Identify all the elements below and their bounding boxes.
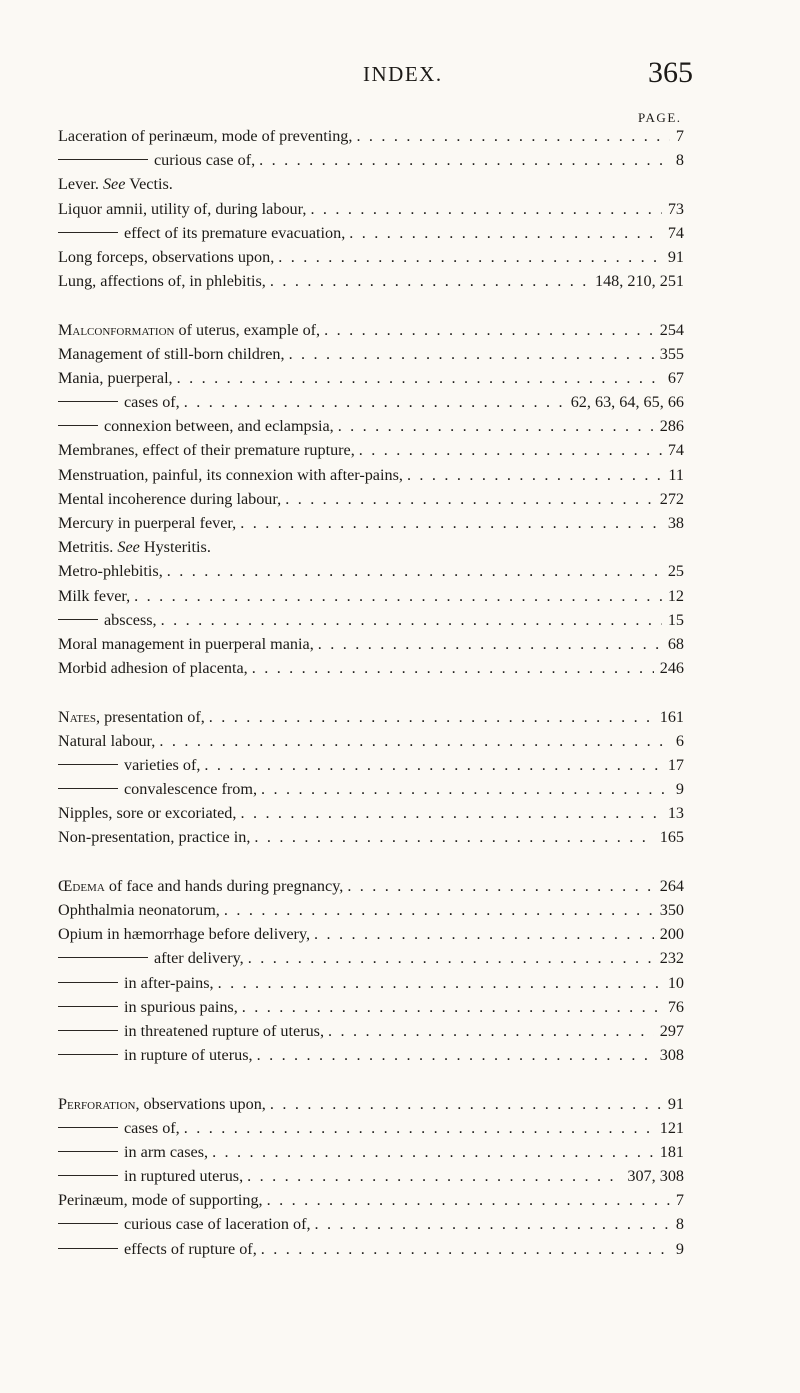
entry-term [124,221,345,245]
ditto-rule [58,1248,118,1249]
page-references: 355 [659,344,684,363]
entry-term [124,1116,180,1140]
section-gap [58,293,684,317]
page-references: 74 [667,441,684,460]
index-entry [58,1092,684,1116]
entry-text: Mental incoherence during labour, [58,489,282,508]
entry-term [58,197,306,221]
index-entry [58,825,684,849]
entry-heading-smallcaps: Nates [58,707,96,726]
entry-term [104,414,334,438]
index-entry [58,1188,684,1212]
entry-term [124,753,200,777]
page-references: 11 [668,465,684,484]
entry-text: Morbid adhesion of placenta, [58,659,248,678]
index-entry [58,414,684,438]
entry-text: Lung, affections of, in phlebitis, [58,272,266,291]
dot-leader [261,777,670,801]
page-references: 181 [659,1142,684,1161]
dot-leader [240,801,661,825]
page-references: 67 [667,368,684,387]
dot-leader [247,1164,621,1188]
entry-term [154,148,255,172]
index-entry [58,318,684,342]
dot-leader [347,874,653,898]
page-references: 91 [667,1094,684,1113]
page-references: 272 [659,489,684,508]
dot-leader [134,584,662,608]
dot-leader [267,1188,670,1212]
index-entry [58,269,684,293]
page-references: 12 [667,586,684,605]
index-entry [58,801,684,825]
entry-text: Ophthalmia neonatorum, [58,901,220,919]
page-number: 365 [648,56,693,89]
entry-term [124,777,257,801]
entry-text: Mania, puerperal, [58,368,173,387]
index-entry [58,559,684,583]
page-references: 62, 63, 64, 65, 66 [570,393,684,412]
entry-term [124,971,214,995]
entry-text: convalescence from, [124,780,258,799]
entry-term [154,946,244,970]
page-references: 308 [659,1046,684,1065]
page-references: 10 [667,973,684,992]
entry-text: in rupture of uterus, [124,1046,253,1065]
entry-text: in spurious pains, [124,997,238,1016]
entry-term [58,438,355,462]
entry-text: Lever. [58,175,99,194]
entry-text: of uterus, example of, [174,320,321,339]
dot-leader [285,487,654,511]
page-references: 200 [659,925,684,944]
entry-text: connexion between, and eclampsia, [104,417,334,436]
index-entry [58,656,684,680]
dot-leader [224,898,654,922]
dot-leader [184,390,565,414]
index-entry [58,342,684,366]
ditto-rule [58,1223,118,1224]
page-references: 73 [667,199,684,218]
entry-text: Membranes, effect of their premature rupture, [58,441,355,460]
page-references: 15 [667,610,684,629]
index-entry [58,487,684,511]
page-references: 74 [667,223,684,242]
page-references: 232 [659,949,684,968]
index-entry [58,366,684,390]
index-entry [58,535,684,559]
dot-leader [315,1212,670,1236]
index-entry [58,632,684,656]
entry-term [58,825,250,849]
dot-leader [324,318,654,342]
dot-leader [349,221,662,245]
page-references: 148, 210, 251 [594,272,684,291]
ditto-rule [58,1030,118,1031]
index-entry [58,1140,684,1164]
page-references: 350 [659,901,684,919]
entry-text: in after-pains, [124,973,214,992]
entry-text: Nipples, sore or excoriated, [58,804,237,823]
entry-text: Non-presentation, practice in, [58,828,251,847]
page-references: 286 [659,417,684,436]
dot-leader [161,608,662,632]
ditto-rule [58,1175,118,1176]
page-references: 9 [675,1239,684,1258]
ditto-rule [58,1006,118,1007]
entry-text: Perinæum, mode of supporting, [58,1191,263,1210]
dot-leader [184,1116,654,1140]
entry-term [104,608,157,632]
page-references: 161 [659,707,684,726]
entry-term [58,342,285,366]
entry-term [58,632,314,656]
page-references: 307, 308 [627,1167,684,1186]
page-references: 76 [667,997,684,1016]
dot-leader [407,463,662,487]
index-entry [58,777,684,801]
ditto-rule [58,957,148,958]
dot-leader [261,1237,670,1261]
dot-leader [259,148,670,172]
ditto-rule [58,764,118,765]
entry-term [58,318,320,342]
dot-leader [289,342,654,366]
index-entry [58,922,684,946]
entry-text: Metritis. [58,538,114,557]
entry-text: , presentation of, [95,707,205,726]
index-entry [58,971,684,995]
entry-term [58,729,155,753]
entry-text: cases of, [124,1118,180,1137]
index-entry [58,608,684,632]
entry-text: , observations upon, [135,1094,266,1113]
entry-term [124,995,238,1019]
section-gap [58,1067,684,1091]
ditto-rule [58,232,118,233]
dot-leader [328,1019,654,1043]
dot-leader [310,197,661,221]
entry-term [58,705,205,729]
page-references: 7 [675,1191,684,1210]
page-references: 8 [675,1215,684,1234]
index-entry [58,390,684,414]
dot-leader [359,438,662,462]
page-references: 246 [659,659,684,678]
entry-term [58,922,310,946]
page-references: 165 [659,828,684,847]
index-entry [58,753,684,777]
entry-text: Moral management in puerperal mania, [58,634,314,653]
index-entries [58,124,684,1261]
entry-text: varieties of, [124,755,201,774]
dot-leader [204,753,661,777]
entry-term [58,1188,263,1212]
entry-term [58,172,173,196]
index-entry [58,705,684,729]
index-entry [58,124,684,148]
dot-leader [177,366,662,390]
entry-text: in arm cases, [124,1142,209,1161]
entry-term [58,898,220,922]
index-entry [58,1212,684,1236]
entry-term [124,1043,253,1067]
section-gap [58,850,684,874]
page-references: 25 [667,562,684,581]
entry-text: Liquor amnii, utility of, during labour, [58,199,307,218]
page-references: 297 [659,1021,684,1040]
entry-text: in threatened rupture of uterus, [124,1021,325,1040]
section-gap [58,680,684,704]
index-entry [58,438,684,462]
dot-leader [254,825,653,849]
page-references: 121 [659,1118,684,1137]
page-references: 264 [659,876,684,895]
index-entry [58,1043,684,1067]
dot-leader [338,414,654,438]
entry-text: Opium in hæmorrhage before delivery, [58,925,311,944]
entry-term [124,1164,243,1188]
index-entry [58,172,684,196]
page-references: 91 [667,247,684,266]
index-entry [58,898,684,922]
index-entry [58,1164,684,1188]
entry-term [124,1212,311,1236]
entry-term [58,511,236,535]
entry-heading-smallcaps: Malconformation [58,320,175,339]
ditto-rule [58,982,118,983]
page-references: 38 [667,514,684,532]
page-references: 8 [675,151,684,170]
dot-leader [314,922,654,946]
see-reference: See [102,175,126,194]
index-entry [58,946,684,970]
entry-term [58,535,211,559]
page-references: 13 [667,804,684,823]
entry-text: of face and hands during pregnancy, [104,876,344,895]
page-references: 254 [659,320,684,339]
index-entry [58,148,684,172]
dot-leader [240,511,662,535]
index-entry [58,1237,684,1261]
ditto-rule [58,1054,118,1055]
see-target: Hysteritis. [143,538,211,557]
index-entry [58,995,684,1019]
entry-text: Menstruation, painful, its connexion with after-pains, [58,465,403,484]
dot-leader [248,946,654,970]
dot-leader [218,971,662,995]
ditto-rule [58,1151,118,1152]
page-references: 7 [675,127,684,145]
entry-text: effect of its premature evacuation, [124,223,346,242]
see-target: Vectis. [129,175,173,194]
page-references: 9 [675,780,684,799]
entry-term [58,874,343,898]
dot-leader [257,1043,654,1067]
entry-text: Natural labour, [58,731,156,750]
index-entry [58,874,684,898]
index-entry [58,729,684,753]
index-entry [58,1116,684,1140]
dot-leader [167,559,662,583]
ditto-rule [58,619,98,620]
dot-leader [212,1140,654,1164]
see-reference: See [117,538,140,557]
entry-text: Long forceps, observations upon, [58,247,275,266]
dot-leader [318,632,662,656]
ditto-rule [58,401,118,402]
entry-text: Management of still-born children, [58,344,285,363]
entry-term [124,1140,208,1164]
entry-term [58,656,248,680]
index-entry [58,584,684,608]
entry-term [58,487,281,511]
running-head-title: INDEX. [363,62,443,86]
running-head [0,56,800,96]
entry-text: after delivery, [154,949,244,968]
entry-term [58,801,236,825]
entry-text: Mercury in puerperal fever, [58,514,237,532]
entry-text: Metro-phlebitis, [58,562,163,581]
entry-text: abscess, [104,610,157,629]
ditto-rule [58,159,148,160]
entry-heading-smallcaps: Perforation [58,1094,136,1113]
entry-text: Milk fever, [58,586,131,605]
entry-term [58,559,163,583]
entry-term [58,366,173,390]
ditto-rule [58,788,118,789]
ditto-rule [58,1127,118,1128]
dot-leader [270,269,589,293]
entry-term [124,1237,257,1261]
index-entry [58,245,684,269]
dot-leader [278,245,662,269]
dot-leader [159,729,670,753]
entry-term [58,1092,266,1116]
ditto-rule [58,425,98,426]
page-references: 17 [667,755,684,774]
dot-leader [242,995,662,1019]
dot-leader [252,656,654,680]
entry-text: effects of rupture of, [124,1239,257,1258]
entry-term [58,269,266,293]
dot-leader [356,124,669,148]
entry-text: cases of, [124,393,180,412]
index-entry [58,1019,684,1043]
entry-text: curious case of, [154,151,256,170]
index-entry [58,221,684,245]
entry-text: Laceration of perinæum, mode of preventing, [58,127,353,145]
entry-term [124,1019,324,1043]
index-entry [58,197,684,221]
index-entry [58,463,684,487]
index-entry [58,511,684,535]
entry-term [58,584,130,608]
page-references: 6 [675,731,684,750]
page-column-label: PAGE. [638,110,682,125]
entry-term [124,390,180,414]
dot-leader [209,705,654,729]
page-references: 68 [667,634,684,653]
entry-term [58,245,274,269]
entry-term [58,124,352,148]
entry-heading-smallcaps: Œdema [58,876,105,895]
entry-text: in ruptured uterus, [124,1167,244,1186]
dot-leader [270,1092,662,1116]
entry-term [58,463,403,487]
entry-text: curious case of laceration of, [124,1215,311,1234]
